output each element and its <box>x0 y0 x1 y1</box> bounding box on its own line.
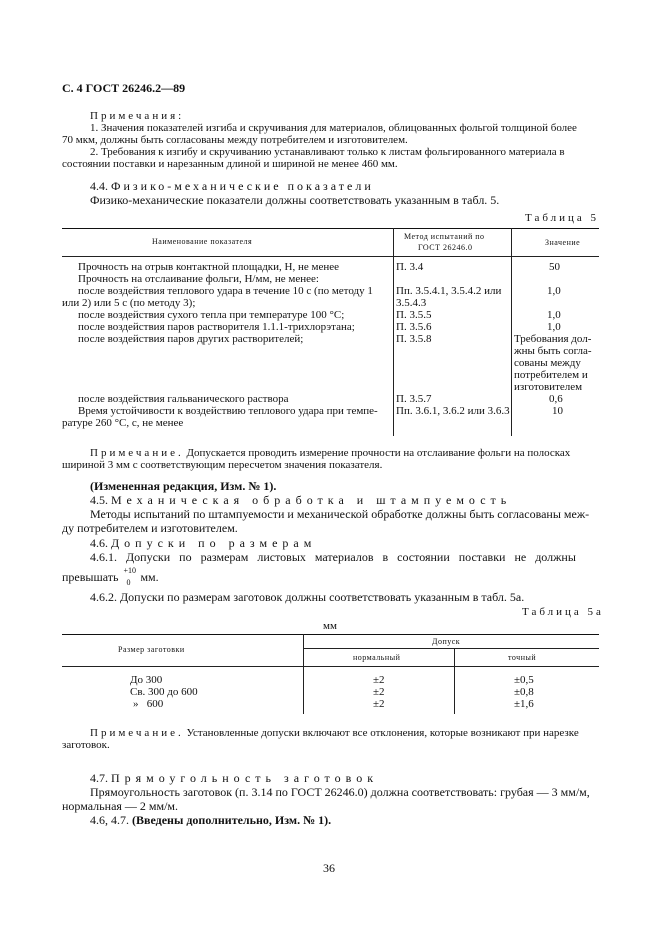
t5-r13-name: Время устойчивости к воздействию теплового удара при темпе- <box>78 405 378 417</box>
t5-r8-value: жны быть согла- <box>514 345 592 357</box>
amendment-2-prefix: 4.6, 4.7. <box>90 813 129 827</box>
section-4-4-heading <box>90 180 374 193</box>
t5-r5-method: П. 3.5.5 <box>396 309 432 321</box>
t5-r4-name: или 2) или 5 с (по методу 3); <box>62 297 196 309</box>
t5-r14-name: ратуре 260 °С, с, не менее <box>62 417 184 429</box>
t5a-r2-precise: ±0,8 <box>514 686 534 698</box>
t5-r6-method: П. 3.5.6 <box>396 321 432 333</box>
note-2-line2: состоянии поставки и нарезанным длиной и шириной не менее 460 мм. <box>62 158 398 170</box>
note-1-line2: 70 мкм, должны быть согласованы между потребителем и изготовителем. <box>62 134 408 146</box>
t5-r10-value: потребителем и <box>514 369 588 381</box>
note-after-table5a-line2: заготовок. <box>62 739 110 751</box>
table5a-header-size: Размер заготовки <box>118 645 185 654</box>
section-4-7-heading <box>90 772 378 785</box>
table5-col-divider-2 <box>511 228 512 436</box>
section-4-6-1-line2 <box>62 566 159 587</box>
t5-r13-value: 10 <box>552 405 563 417</box>
table5a-unit: мм <box>323 620 337 632</box>
note-text: Допускается проводить измерение прочности на отслаивание фольги на полосках <box>186 447 571 459</box>
t5-r13-method: Пп. 3.6.1, 3.6.2 или 3.6.3 <box>396 405 510 417</box>
note-label: Примечание. <box>90 727 184 739</box>
tolerance-sub: 0 <box>126 578 131 587</box>
note-1-line1: 1. Значения показателей изгиба и скручивания для материалов, облицованных фольгой толщиной более <box>90 122 577 134</box>
t5-r2-name: Прочность на отслаивание фольги, Н/мм, не менее: <box>78 273 319 285</box>
section-4-6-2: 4.6.2. Допуски по размерам заготовок должны соответствовать указанным в табл. 5а. <box>90 590 525 604</box>
t5-r6-value: 1,0 <box>547 321 561 333</box>
t5-r12-name: после воздействия гальванического раствора <box>78 393 289 405</box>
header-standard: ГОСТ 26246.2—89 <box>85 81 186 95</box>
note-label: Примечание. <box>90 447 184 459</box>
section-4-7-line1: Прямоугольность заготовок (п. 3.14 по ГОСТ 26246.0) должна соответствовать: грубая — 3 мм/м, <box>90 785 590 799</box>
t5a-r1-precise: ±0,5 <box>514 674 534 686</box>
t5a-r3-normal: ±2 <box>373 698 385 710</box>
tolerance-sup: +10 <box>123 566 136 575</box>
table5-header-rule <box>62 256 599 257</box>
t5-r1-value: 50 <box>549 261 560 273</box>
section-title: Физико-механические показатели <box>111 179 374 193</box>
section-number: 4.7. <box>90 771 108 785</box>
t5-r4-method: 3.5.4.3 <box>396 297 427 309</box>
t5-r7-name: после воздействия паров других растворителей; <box>78 333 304 345</box>
section-title: Механическая обработка и штампуемость <box>111 493 512 507</box>
t5a-r1-normal: ±2 <box>373 674 385 686</box>
t5a-r1-size: До 300 <box>130 674 163 686</box>
table5-header-value: Значение <box>545 238 581 247</box>
table5-header-method-2: ГОСТ 26246.0 <box>418 243 473 252</box>
table5a-col-divider-2 <box>454 648 455 714</box>
exceed-text: превышать <box>62 570 119 584</box>
section-4-5-line1: Методы испытаний по штампуемости и механической обработке должны быть согласованы меж- <box>90 507 590 521</box>
section-4-5-heading <box>90 494 511 507</box>
table5-header-method-1: Метод испытаний по <box>404 232 485 241</box>
section-4-4-text: Физико-механические показатели должны соответствовать указанным в табл. 5. <box>90 193 500 207</box>
t5a-r3-precise: ±1,6 <box>514 698 534 710</box>
tolerance-fraction <box>123 566 137 587</box>
note-after-table5a-line1 <box>90 727 579 739</box>
t5-r7-method: П. 3.5.8 <box>396 333 432 345</box>
table5-col-divider-1 <box>393 228 394 436</box>
t5-r5-value: 1,0 <box>547 309 561 321</box>
table5a-header-normal: нормальный <box>353 653 401 662</box>
note-after-table5-line2: шириной 3 мм с соответствующим пересчетом значения показателя. <box>62 459 383 471</box>
section-4-7-line2: нормальная — 2 мм/м. <box>62 799 179 813</box>
section-number: 4.5. <box>90 493 108 507</box>
section-title: Прямоугольность заготовок <box>111 771 379 785</box>
table5a-col-divider-1 <box>303 634 304 714</box>
table5a-header-rule <box>62 666 599 667</box>
t5a-r3-size: » 600 <box>133 698 164 710</box>
t5-r3-method: Пп. 3.5.4.1, 3.5.4.2 или <box>396 285 502 297</box>
amendment-2 <box>90 814 331 827</box>
table5-caption: Таблица 5 <box>525 212 600 224</box>
t5-r5-name: после воздействия сухого тепла при температуре 100 °С; <box>78 309 345 321</box>
notes-title: Примечания: <box>90 110 185 122</box>
t5-r12-method: П. 3.5.7 <box>396 393 432 405</box>
amendment-2-text: (Введены дополнительно, Изм. № 1). <box>132 813 332 827</box>
t5-r9-value: сованы между <box>514 357 581 369</box>
page-header <box>62 82 185 95</box>
section-title: Допуски по размерам <box>111 536 317 550</box>
t5a-r2-size: Св. 300 до 600 <box>130 686 198 698</box>
header-prefix: С. 4 <box>62 81 83 95</box>
section-number: 4.4. <box>90 179 108 193</box>
section-4-5-line2: ду потребителем и изготовителем. <box>62 521 238 535</box>
t5-r3-value: 1,0 <box>547 285 561 297</box>
table5-header-name: Наименование показателя <box>152 237 253 246</box>
section-4-6-1-line1: 4.6.1. Допуски по размерам листовых материалов в состоянии поставки не должны <box>90 550 576 564</box>
amendment-1: (Измененная редакция, Изм. № 1). <box>90 479 277 493</box>
table5-top-rule <box>62 228 599 229</box>
section-number: 4.6. <box>90 536 108 550</box>
note-2-line1: 2. Требования к изгибу и скручиванию устанавливают только к листам фольгированного материала в <box>90 146 565 158</box>
t5-r1-name: Прочность на отрыв контактной площадки, Н, не менее <box>78 261 339 273</box>
table5a-subheader-rule <box>303 648 599 649</box>
t5-r7-value: Требования дол- <box>514 333 592 345</box>
page-number: 36 <box>323 861 335 875</box>
t5-r12-value: 0,6 <box>549 393 563 405</box>
t5-r3-name: после воздействия теплового удара в течение 10 с (по методу 1 <box>78 285 373 297</box>
t5-r1-method: П. 3.4 <box>396 261 424 273</box>
t5-r11-value: изготовителем <box>514 381 583 393</box>
t5-r6-name: после воздействия паров растворителя 1.1.1-трихлорэтана; <box>78 321 355 333</box>
unit-mm: мм. <box>140 570 159 584</box>
note-text: Установленные допуски включают все отклонения, которые возникают при нарезке <box>186 727 579 739</box>
table5a-caption: Таблица 5а <box>522 606 604 618</box>
note-after-table5-line1 <box>90 447 570 459</box>
table5a-top-rule <box>62 634 599 635</box>
t5a-r2-normal: ±2 <box>373 686 385 698</box>
table5a-header-tolerance: Допуск <box>432 637 461 646</box>
table5a-header-precise: точный <box>508 653 537 662</box>
section-4-6-heading <box>90 537 316 550</box>
